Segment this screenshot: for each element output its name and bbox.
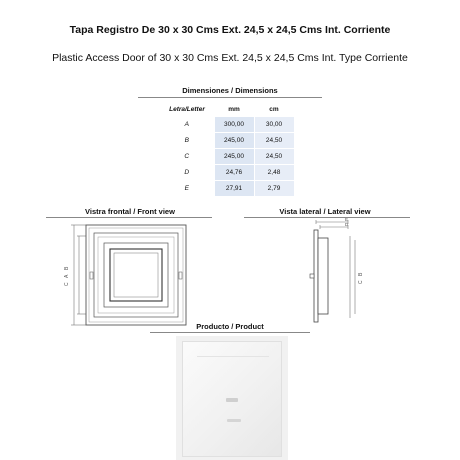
front-view-label: Vistra frontal / Front view xyxy=(85,207,175,216)
row-letter: B xyxy=(184,137,189,144)
row-cm: 2,79 xyxy=(254,181,294,197)
front-view-dim-a: A xyxy=(64,274,70,278)
row-cm: 24,50 xyxy=(254,149,294,165)
dimensions-table xyxy=(160,102,295,197)
dimensions-heading: Dimensiones / Dimensions xyxy=(182,86,278,95)
row-cm: 30,00 xyxy=(254,117,294,133)
lateral-view-dim-c: C xyxy=(358,280,364,284)
table-row xyxy=(160,181,294,197)
table-header-row xyxy=(160,102,294,117)
latch-icon xyxy=(226,398,238,402)
title-english: Plastic Access Door of 30 x 30 Cms Ext. 24,5 x 24,5 Cms Int. Type Corriente xyxy=(52,52,408,64)
front-view-drawing xyxy=(60,222,210,328)
column-header-mm: mm xyxy=(228,105,240,113)
row-mm: 245,00 xyxy=(214,149,254,165)
front-view-dim-c: C xyxy=(64,282,70,286)
table-row xyxy=(160,149,294,165)
row-letter: E xyxy=(184,185,189,192)
row-letter: A xyxy=(184,121,189,128)
table-row xyxy=(160,117,294,133)
dimensions-divider xyxy=(138,97,322,98)
row-mm: 27,91 xyxy=(214,181,254,197)
front-view-dim-b: B xyxy=(64,266,70,270)
lateral-view-drawing xyxy=(300,218,370,328)
row-cm: 24,50 xyxy=(254,133,294,149)
product-label: Producto / Product xyxy=(196,322,264,331)
row-mm: 245,00 xyxy=(214,133,254,149)
access-door-image xyxy=(182,341,282,457)
lateral-view-label: Vista lateral / Lateral view xyxy=(279,207,371,216)
lateral-view-dim-d: D xyxy=(345,222,349,227)
product-photo xyxy=(176,336,288,460)
table-row xyxy=(160,165,294,181)
row-mm: 24,76 xyxy=(214,165,254,181)
front-view-divider xyxy=(46,217,212,218)
row-letter: C xyxy=(184,153,190,160)
column-header-cm: cm xyxy=(269,105,279,113)
row-mm: 300,00 xyxy=(214,117,254,133)
column-header-letter: Letra/Letter xyxy=(169,105,205,113)
lateral-view-dim-e: E xyxy=(345,218,349,222)
lateral-view-dim-b: B xyxy=(358,272,364,276)
row-letter: D xyxy=(184,169,190,176)
title-spanish: Tapa Registro De 30 x 30 Cms Ext. 24,5 x 24,5 Cms Int. Corriente xyxy=(69,24,391,36)
table-row xyxy=(160,133,294,149)
latch-slot-icon xyxy=(227,419,241,422)
row-cm: 2,48 xyxy=(254,165,294,181)
access-door-panel xyxy=(197,356,269,453)
product-divider xyxy=(150,332,310,333)
